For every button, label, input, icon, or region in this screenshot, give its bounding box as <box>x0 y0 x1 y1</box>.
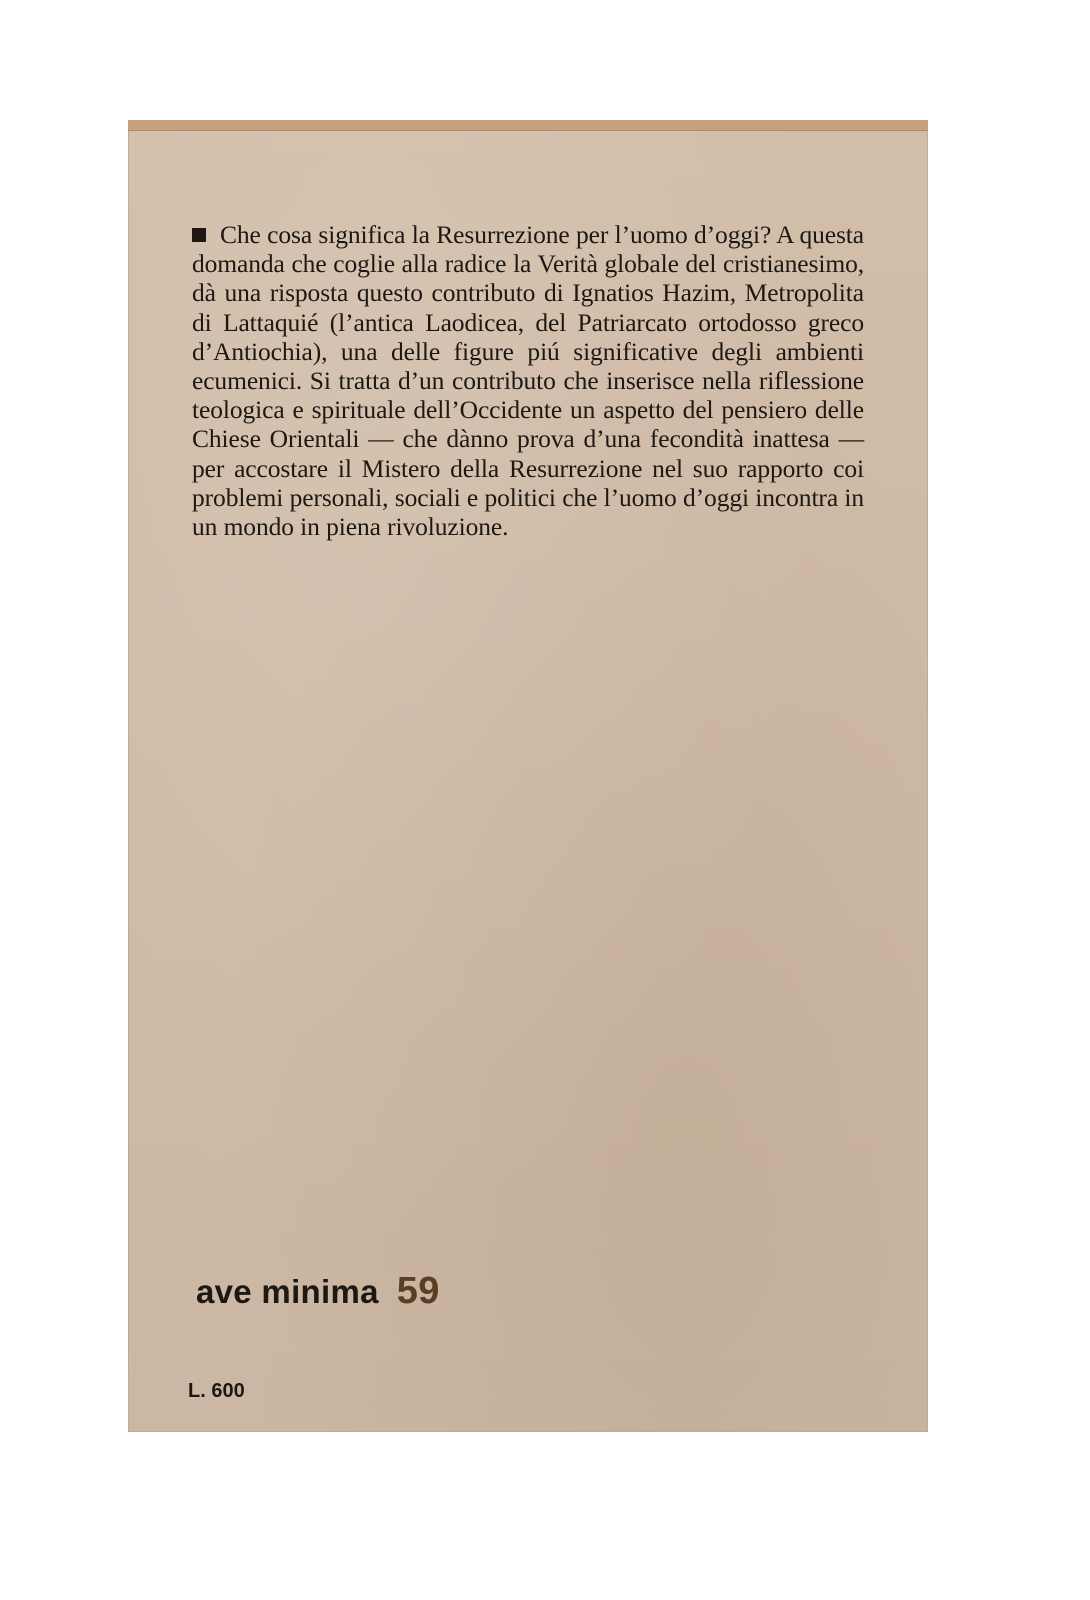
square-bullet-icon <box>192 228 206 242</box>
blurb-paragraph <box>192 220 864 541</box>
series-imprint <box>196 1270 440 1313</box>
series-name: ave minima <box>196 1273 379 1310</box>
blurb-text: Che cosa significa la Resurrezione per l’uomo d’oggi? A questa domanda che coglie alla radice la Verità globale del cristianesimo, dà una risposta questo contributo di Ignatios Hazim, Metropolita di Lattaquié (l’antica Laodicea, del Patriarcato ortodosso greco d’Antiochia), una delle figure piú significative degli ambienti ecumenici. Si tratta d’un contributo che inserisce nella riflessione teologica e spirituale dell’Occidente un aspetto del pensiero delle Chiese Orientali — che dànno prova d’una fecondità inattesa — per accostare il Mistero della Resurrezione nel suo rapporto coi problemi personali, sociali e politici che l’uomo d’oggi incontra in un mondo in piena rivoluzione. <box>192 220 864 542</box>
price-label: L. 600 <box>188 1380 245 1402</box>
cover-top-edge <box>128 120 928 131</box>
book-back-cover <box>128 120 928 1432</box>
series-number: 59 <box>396 1270 440 1312</box>
